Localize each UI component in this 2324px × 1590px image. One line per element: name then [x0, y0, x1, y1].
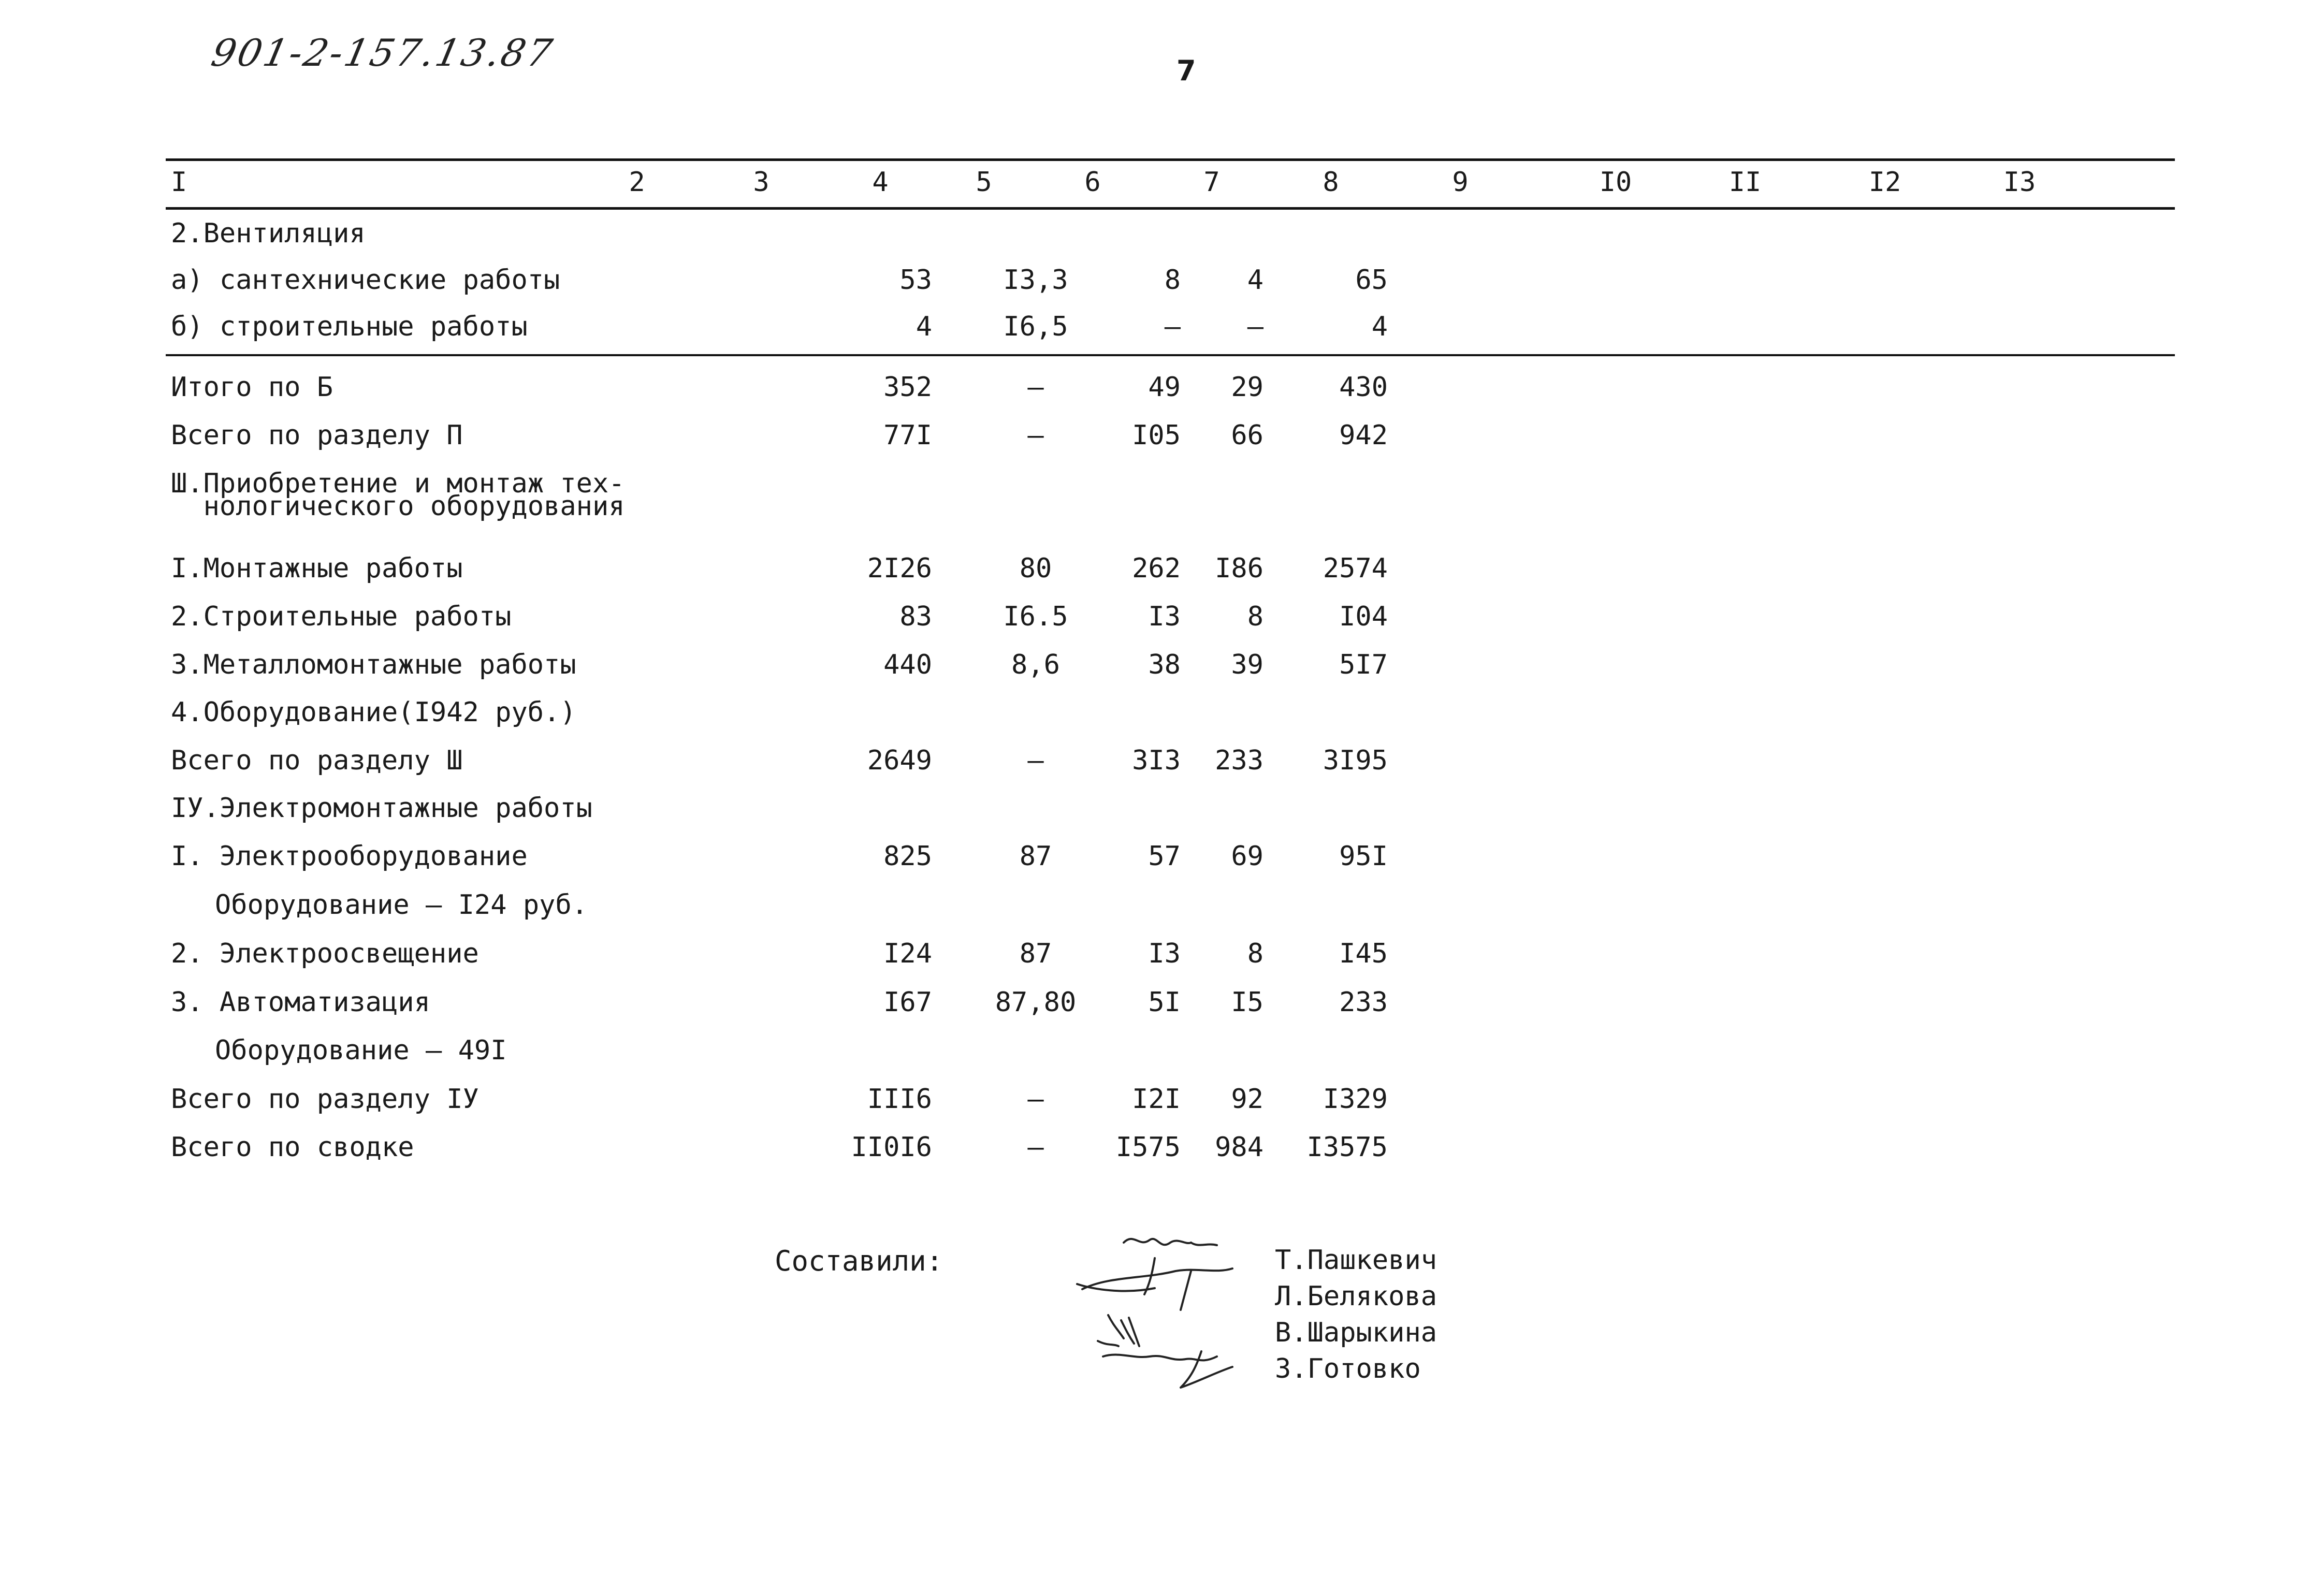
row-label: Оборудование – 49I [215, 1035, 507, 1066]
table-cell: 233 [1339, 987, 1388, 1018]
column-header: 3 [753, 167, 769, 198]
page-number: 7 [1176, 54, 1196, 87]
column-header: 2 [629, 167, 645, 198]
table-cell: 69 [1231, 841, 1263, 872]
row-label: 3.Металломонтажные работы [171, 649, 576, 680]
table-cell: I3575 [1306, 1132, 1388, 1163]
document-code: 901-2-157.13.87 [208, 31, 558, 75]
row-label: Ш.Приобретение и монтаж тех- нологического оборудования [171, 468, 625, 522]
column-header: 7 [1203, 167, 1220, 198]
table-cell: – [1027, 1132, 1044, 1163]
row-label: а) сантехнические работы [171, 265, 560, 296]
table-cell: 87,80 [995, 987, 1077, 1018]
compiler-names [1275, 1245, 1437, 1390]
row-label: 3. Автоматизация [171, 987, 430, 1018]
table-cell: – [1027, 420, 1044, 451]
column-header: II [1729, 167, 1762, 198]
table-cell: 39 [1231, 649, 1263, 680]
table-cell: – [1247, 311, 1263, 342]
table-cell: 8 [1247, 601, 1263, 632]
column-header: I2 [1868, 167, 1901, 198]
compiled-by-label: Составили: [775, 1245, 943, 1277]
table-cell: – [1027, 1084, 1044, 1115]
table-cell: 5I [1148, 987, 1181, 1018]
column-header: 9 [1452, 167, 1469, 198]
table-cell: 83 [899, 601, 932, 632]
table-cell: 3I3 [1132, 745, 1181, 776]
row-label: Всего по разделу П [171, 420, 463, 451]
table-cell: I67 [883, 987, 932, 1018]
table-cell: 440 [883, 649, 932, 680]
table-cell: III6 [867, 1084, 932, 1115]
column-header: I3 [2003, 167, 2036, 198]
table-cell: – [1027, 745, 1044, 776]
table-cell: 66 [1231, 420, 1263, 451]
table-cell: 87 [1019, 841, 1052, 872]
table-cell: 2649 [867, 745, 932, 776]
table-cell: – [1164, 311, 1181, 342]
table-cell: I6.5 [1003, 601, 1068, 632]
compiler-name: З.Готовко [1275, 1353, 1421, 1384]
table-cell: I2I [1132, 1084, 1181, 1115]
subtotal-rule [166, 354, 2175, 356]
table-cell: I3,3 [1003, 265, 1068, 296]
table-cell: 233 [1215, 745, 1263, 776]
table-cell: 984 [1215, 1132, 1263, 1163]
table-cell: I45 [1339, 938, 1388, 969]
signatures-image [1062, 1227, 1279, 1413]
table-cell: 87 [1019, 938, 1052, 969]
table-cell: 2I26 [867, 553, 932, 584]
table-top-rule [166, 158, 2175, 161]
table-cell: 29 [1231, 372, 1263, 403]
column-header: 6 [1084, 167, 1101, 198]
compiler-name: Т.Пашкевич [1275, 1245, 1437, 1276]
table-cell: 262 [1132, 553, 1181, 584]
row-label: I.Монтажные работы [171, 553, 463, 584]
table-cell: 8,6 [1011, 649, 1060, 680]
table-cell: 430 [1339, 372, 1388, 403]
table-cell: 5I7 [1339, 649, 1388, 680]
table-cell: I6,5 [1003, 311, 1068, 342]
table-cell: 77I [883, 420, 932, 451]
compiler-name: Л.Белякова [1275, 1281, 1437, 1312]
compiler-name: В.Шарыкина [1275, 1317, 1437, 1348]
row-label: 4.Оборудование(I942 руб.) [171, 697, 576, 728]
table-cell: 57 [1148, 841, 1181, 872]
table-cell: 95I [1339, 841, 1388, 872]
row-label: 2. Электроосвещение [171, 938, 479, 969]
column-header: I0 [1599, 167, 1632, 198]
row-label: I. Электрооборудование [171, 841, 528, 872]
row-label: IУ.Электромонтажные работы [171, 793, 592, 824]
table-cell: I05 [1132, 420, 1181, 451]
column-header: 8 [1323, 167, 1339, 198]
table-cell: – [1027, 372, 1044, 403]
table-cell: I04 [1339, 601, 1388, 632]
column-header: 5 [976, 167, 992, 198]
table-cell: 49 [1148, 372, 1181, 403]
table-cell: I86 [1215, 553, 1263, 584]
row-label: Оборудование – I24 руб. [215, 889, 588, 921]
row-label: Всего по разделу IУ [171, 1084, 479, 1115]
table-header-rule [166, 207, 2175, 210]
row-label: б) строительные работы [171, 311, 528, 342]
column-header: 4 [872, 167, 889, 198]
table-cell: I3 [1148, 938, 1181, 969]
table-cell: 8 [1164, 265, 1181, 296]
table-cell: I575 [1115, 1132, 1181, 1163]
table-cell: 8 [1247, 938, 1263, 969]
row-label: 2.Строительные работы [171, 601, 512, 632]
row-label: Итого по Б [171, 372, 333, 403]
table-cell: 4 [916, 311, 932, 342]
table-cell: 3I95 [1323, 745, 1388, 776]
table-cell: 65 [1355, 265, 1388, 296]
table-cell: I5 [1231, 987, 1263, 1018]
row-label: Всего по сводке [171, 1132, 414, 1163]
table-cell: 4 [1371, 311, 1388, 342]
table-cell: 92 [1231, 1084, 1263, 1115]
table-cell: I24 [883, 938, 932, 969]
table-cell: 825 [883, 841, 932, 872]
table-cell: I3 [1148, 601, 1181, 632]
table-cell: 4 [1247, 265, 1263, 296]
table-cell: 352 [883, 372, 932, 403]
table-cell: 942 [1339, 420, 1388, 451]
row-label: Всего по разделу Ш [171, 745, 463, 776]
table-cell: I329 [1323, 1084, 1388, 1115]
row-label: 2.Вентиляция [171, 218, 366, 249]
table-cell: 38 [1148, 649, 1181, 680]
table-cell: 53 [899, 265, 932, 296]
table-cell: 80 [1019, 553, 1052, 584]
column-header: I [171, 167, 187, 198]
table-cell: 2574 [1323, 553, 1388, 584]
table-cell: II0I6 [851, 1132, 932, 1163]
